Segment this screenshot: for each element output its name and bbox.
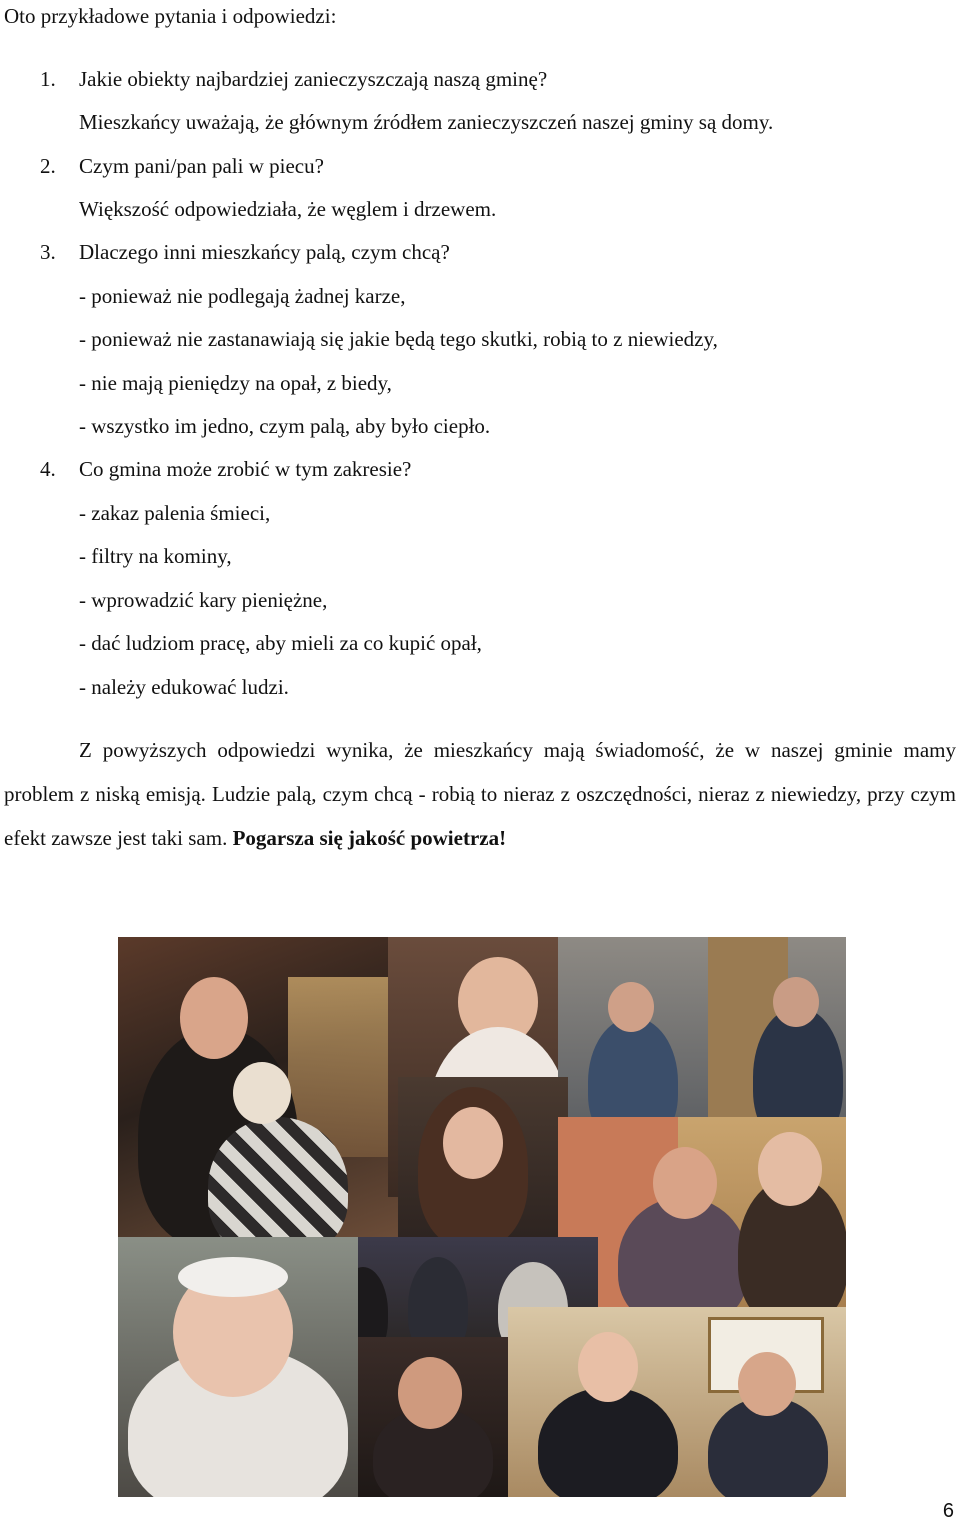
face [398, 1357, 462, 1429]
summary-emphasis: Pogarsza się jakość powietrza! [232, 826, 507, 850]
question-number: 2. [40, 154, 56, 178]
answer-line: - ponieważ nie podlegają żadnej karze, [79, 284, 406, 308]
face [653, 1147, 717, 1219]
question-text: Czym pani/pan pali w piecu? [79, 154, 324, 178]
answer-line: - filtry na kominy, [79, 544, 232, 568]
question-number: 4. [40, 457, 56, 481]
face [738, 1352, 796, 1416]
photo-girls [508, 1307, 846, 1497]
question-text: Co gmina może zrobić w tym zakresie? [79, 457, 412, 481]
photo-elderly-men [558, 937, 846, 1137]
answer-line: - ponieważ nie zastanawiają się jakie będą tego skutki, robią to z niewiedzy, [79, 327, 718, 351]
face [608, 982, 654, 1032]
photo-smiling-woman [358, 1337, 508, 1497]
answer-line: Mieszkańcy uważają, że głównym źródłem zanieczyszczeń naszej gminy są domy. [79, 110, 774, 134]
face [773, 977, 819, 1027]
question-number: 3. [40, 240, 56, 264]
photo-elderly-woman [118, 1237, 358, 1497]
face [758, 1132, 822, 1206]
photo-woman-center [398, 1077, 568, 1247]
question-text: Dlaczego inni mieszkańcy palą, czym chcą? [79, 240, 450, 264]
summary-paragraph [4, 728, 956, 860]
intro-text: Oto przykładowe pytania i odpowiedzi: [4, 4, 337, 28]
photo-shop-left [118, 937, 418, 1237]
photo-office-women [558, 1117, 846, 1317]
face [578, 1332, 638, 1402]
photo-collage [118, 937, 846, 1497]
question-text: Jakie obiekty najbardziej zanieczyszczają naszą gminę? [79, 67, 548, 91]
answer-line: - dać ludziom pracę, aby mieli za co kupić opał, [79, 631, 482, 655]
face [233, 1062, 291, 1124]
answer-line: - należy edukować ludzi. [79, 675, 289, 699]
answer-line: - wprowadzić kary pieniężne, [79, 588, 328, 612]
question-number: 1. [40, 67, 56, 91]
face [443, 1107, 503, 1179]
summary-text: Z powyższych odpowiedzi wynika, że mieszkańcy mają świadomość, że w naszej gminie mamy problem z niską emisją. Ludzie palą, czym chcą - robią to nieraz z oszczędności, nieraz z niewiedzy, przy czym efekt zawsze jest taki sam. [4, 738, 956, 850]
answer-line: - zakaz palenia śmieci, [79, 501, 271, 525]
person-figure [538, 1387, 678, 1497]
answer-line: - nie mają pieniędzy na opał, z biedy, [79, 371, 392, 395]
answer-line: Większość odpowiedziała, że węglem i drzewem. [79, 197, 497, 221]
page-number: 6 [942, 1500, 954, 1522]
answer-line: - wszystko im jedno, czym palą, aby było ciepło. [79, 414, 491, 438]
face [180, 977, 248, 1059]
